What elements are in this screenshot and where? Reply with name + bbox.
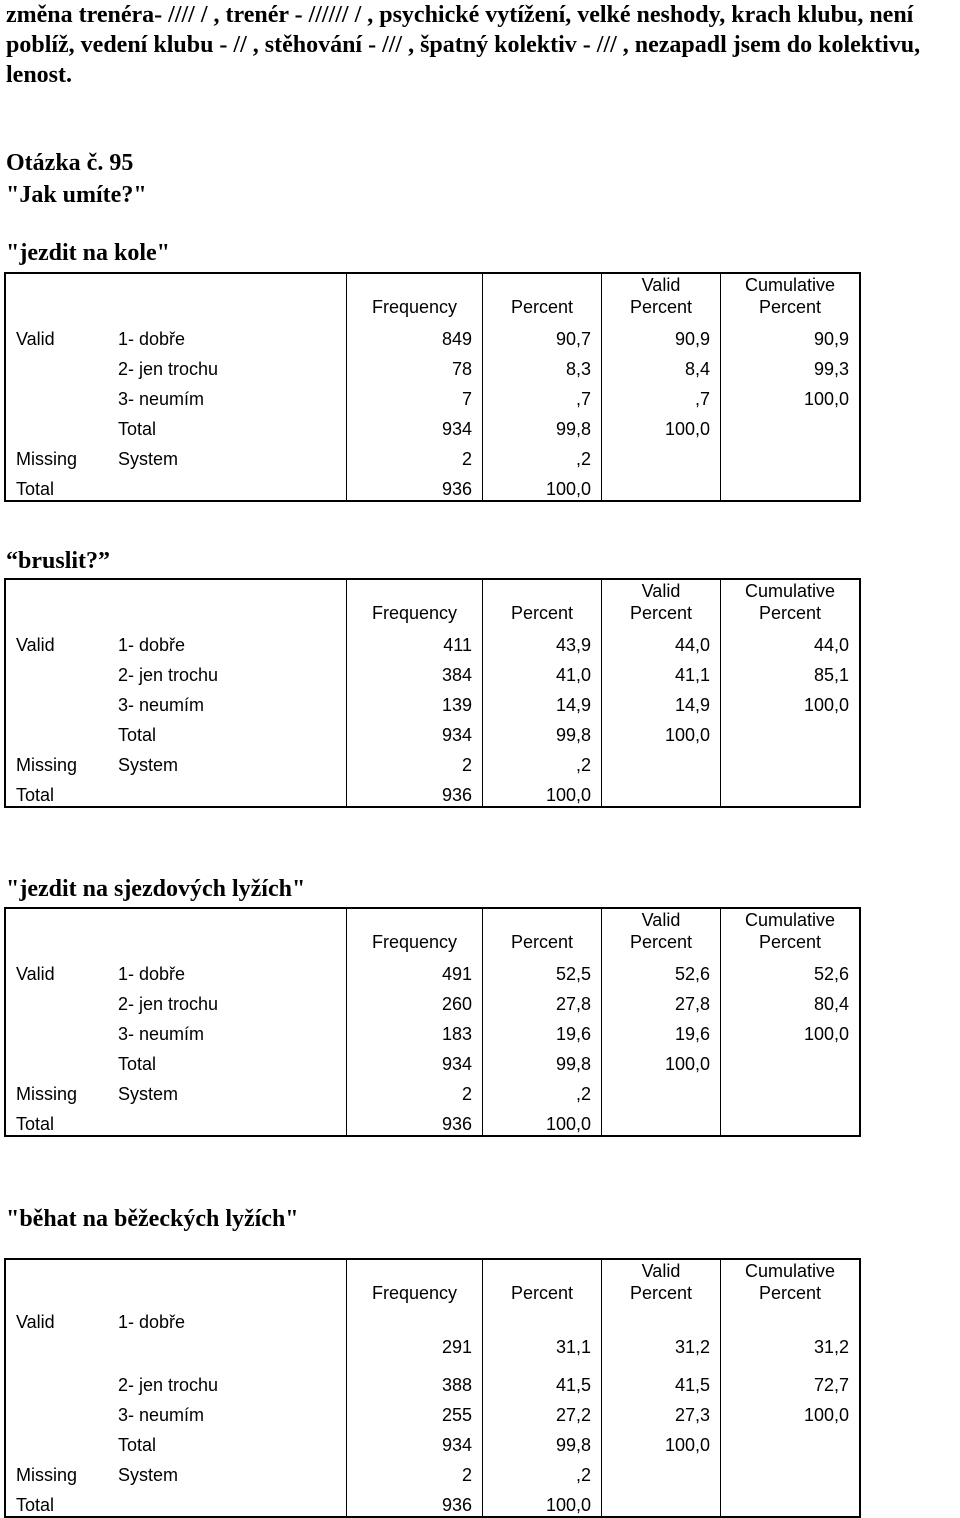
header-empty-cell	[108, 908, 347, 955]
header-percent	[483, 1259, 602, 1306]
valid-percent-cell: 31,2	[602, 1306, 721, 1358]
group-cell	[5, 1358, 108, 1396]
table-row	[5, 955, 860, 985]
valid-percent-cell: 100,0	[602, 1426, 721, 1456]
cumulative-percent-cell	[721, 716, 861, 746]
valid-percent-cell: ,7	[602, 380, 721, 410]
percent-cell: 43,9	[483, 626, 602, 656]
label-cell	[108, 1105, 347, 1136]
header-text: Percent	[758, 932, 822, 952]
group-cell	[5, 656, 108, 686]
frequency-cell: 139	[347, 686, 483, 716]
valid-percent-cell	[602, 776, 721, 807]
frequency-cell: 2	[347, 746, 483, 776]
percent-cell: 99,8	[483, 1045, 602, 1075]
percent-cell: 99,8	[483, 410, 602, 440]
group-cell	[5, 985, 108, 1015]
header-text: Cumulative	[744, 581, 836, 601]
table-row	[5, 410, 860, 440]
cumulative-percent-cell	[721, 1075, 861, 1105]
table-row	[5, 1426, 860, 1456]
group-cell: Valid	[5, 1306, 108, 1358]
label-cell: System	[118, 1084, 179, 1104]
group-cell	[5, 350, 108, 380]
group-cell	[5, 1426, 108, 1456]
header-text: Percent	[758, 297, 822, 317]
valid-percent-cell	[602, 440, 721, 470]
table-header-row	[5, 1259, 860, 1306]
header-text: Frequency	[371, 932, 458, 952]
valid-percent-cell: 27,3	[602, 1396, 721, 1426]
header-valid-percent	[602, 908, 721, 955]
table-row	[5, 1075, 860, 1105]
frequency-cell: 2	[347, 440, 483, 470]
question-number: Otázka č. 95	[6, 150, 134, 176]
label-cell: 3- neumím	[118, 695, 205, 715]
valid-percent-cell: 52,6	[602, 955, 721, 985]
table-row	[5, 470, 860, 501]
table-row	[5, 1105, 860, 1136]
cumulative-percent-cell	[721, 1045, 861, 1075]
valid-percent-cell: 14,9	[602, 686, 721, 716]
header-text: Frequency	[371, 297, 458, 317]
header-text: Cumulative	[744, 1261, 836, 1281]
valid-percent-cell	[602, 1456, 721, 1486]
table-title-bruslit: “bruslit?”	[6, 548, 111, 574]
group-cell: Missing	[5, 746, 108, 776]
group-cell: Total	[5, 470, 108, 501]
header-text: Cumulative	[744, 275, 836, 295]
frequency-cell: 78	[347, 350, 483, 380]
header-text: Percent	[629, 932, 693, 952]
cumulative-percent-cell: 100,0	[721, 1396, 861, 1426]
percent-cell: ,7	[483, 380, 602, 410]
group-cell: Valid	[5, 320, 108, 350]
label-cell: System	[118, 449, 179, 469]
table-row	[5, 320, 860, 350]
cumulative-percent-cell: 52,6	[721, 955, 861, 985]
header-text: Percent	[510, 932, 574, 952]
table-row	[5, 626, 860, 656]
table-row	[5, 440, 860, 470]
percent-cell: 100,0	[483, 470, 602, 501]
table-title-sjezdovky: "jezdit na sjezdových lyžích"	[6, 876, 306, 902]
table-header-row	[5, 908, 860, 955]
header-text: Percent	[629, 1283, 693, 1303]
header-frequency	[347, 1259, 483, 1306]
valid-percent-cell: 90,9	[602, 320, 721, 350]
label-cell	[108, 470, 347, 501]
valid-percent-cell: 100,0	[602, 1045, 721, 1075]
percent-cell: 31,1	[483, 1306, 602, 1358]
group-cell: Valid	[5, 626, 108, 656]
percent-cell: 27,8	[483, 985, 602, 1015]
header-empty-cell	[108, 579, 347, 626]
frequency-table	[4, 907, 861, 1137]
valid-percent-cell: 27,8	[602, 985, 721, 1015]
frequency-cell: 411	[347, 626, 483, 656]
cumulative-percent-cell: 100,0	[721, 380, 861, 410]
frequency-cell: 291	[347, 1306, 483, 1358]
header-text: Valid	[641, 275, 681, 295]
label-cell	[108, 776, 347, 807]
percent-cell: ,2	[483, 746, 602, 776]
label-cell: 3- neumím	[118, 1405, 205, 1425]
frequency-cell: 260	[347, 985, 483, 1015]
table-row	[5, 1015, 860, 1045]
percent-cell: 8,3	[483, 350, 602, 380]
percent-cell: 41,0	[483, 656, 602, 686]
valid-percent-cell: 44,0	[602, 626, 721, 656]
header-empty-cell	[108, 273, 347, 320]
percent-cell: ,2	[483, 440, 602, 470]
table-row	[5, 1045, 860, 1075]
header-text: Valid	[641, 581, 681, 601]
frequency-cell: 936	[347, 776, 483, 807]
header-valid-percent	[602, 579, 721, 626]
percent-cell: 27,2	[483, 1396, 602, 1426]
header-empty-cell	[108, 1259, 347, 1306]
header-text: Percent	[758, 1283, 822, 1303]
frequency-cell: 936	[347, 470, 483, 501]
header-text: Frequency	[371, 603, 458, 623]
frequency-cell: 183	[347, 1015, 483, 1045]
valid-percent-cell	[602, 1075, 721, 1105]
cumulative-percent-cell: 85,1	[721, 656, 861, 686]
group-cell: Total	[5, 1105, 108, 1136]
cumulative-percent-cell	[721, 470, 861, 501]
header-cumulative-percent	[721, 908, 861, 955]
frequency-cell: 2	[347, 1456, 483, 1486]
percent-cell: 14,9	[483, 686, 602, 716]
label-cell: Total	[118, 1054, 157, 1074]
label-cell: 2- jen trochu	[118, 665, 219, 685]
percent-cell: 90,7	[483, 320, 602, 350]
group-cell: Missing	[5, 1075, 108, 1105]
frequency-cell: 934	[347, 410, 483, 440]
percent-cell: 41,5	[483, 1358, 602, 1396]
cumulative-percent-cell: 100,0	[721, 686, 861, 716]
header-empty-cell	[5, 1259, 108, 1306]
table-row	[5, 776, 860, 807]
label-cell: 2- jen trochu	[118, 359, 219, 379]
cumulative-percent-cell	[721, 1486, 861, 1517]
percent-cell: 52,5	[483, 955, 602, 985]
table-row	[5, 746, 860, 776]
label-cell: 3- neumím	[118, 389, 205, 409]
table-row	[5, 1396, 860, 1426]
frequency-table	[4, 272, 861, 502]
header-text: Valid	[641, 910, 681, 930]
header-text: Cumulative	[744, 910, 836, 930]
frequency-cell: 934	[347, 716, 483, 746]
header-empty-cell	[5, 273, 108, 320]
header-valid-percent	[602, 273, 721, 320]
frequency-cell: 2	[347, 1075, 483, 1105]
group-cell: Total	[5, 1486, 108, 1517]
header-frequency	[347, 273, 483, 320]
group-cell	[5, 1045, 108, 1075]
question-title: "Jak umíte?"	[6, 182, 147, 208]
frequency-cell: 384	[347, 656, 483, 686]
table-row	[5, 686, 860, 716]
table-row	[5, 716, 860, 746]
table-row	[5, 985, 860, 1015]
percent-cell: ,2	[483, 1075, 602, 1105]
valid-percent-cell: 41,1	[602, 656, 721, 686]
table-row	[5, 1358, 860, 1396]
cumulative-percent-cell: 80,4	[721, 985, 861, 1015]
label-cell: 3- neumím	[118, 1024, 205, 1044]
frequency-cell: 936	[347, 1105, 483, 1136]
table-title-kolo: "jezdit na kole"	[6, 240, 170, 266]
table-row	[5, 1306, 860, 1358]
table-header-row	[5, 273, 860, 320]
group-cell	[5, 1015, 108, 1045]
group-cell: Total	[5, 776, 108, 807]
percent-cell: 100,0	[483, 1105, 602, 1136]
header-empty-cell	[5, 579, 108, 626]
header-empty-cell	[5, 908, 108, 955]
group-cell: Missing	[5, 1456, 108, 1486]
table-row	[5, 1486, 860, 1517]
label-cell: 2- jen trochu	[118, 994, 219, 1014]
frequency-table	[4, 1258, 861, 1518]
header-percent	[483, 908, 602, 955]
label-cell: System	[118, 755, 179, 775]
valid-percent-cell: 8,4	[602, 350, 721, 380]
frequency-cell: 936	[347, 1486, 483, 1517]
header-cumulative-percent	[721, 273, 861, 320]
table-row	[5, 656, 860, 686]
valid-percent-cell: 100,0	[602, 410, 721, 440]
label-cell: 1- dobře	[118, 964, 186, 984]
percent-cell: 100,0	[483, 1486, 602, 1517]
header-text: Percent	[758, 603, 822, 623]
frequency-cell: 849	[347, 320, 483, 350]
label-cell: System	[118, 1465, 179, 1485]
header-percent	[483, 579, 602, 626]
label-cell: 1- dobře	[118, 1312, 186, 1332]
group-cell	[5, 716, 108, 746]
group-cell	[5, 410, 108, 440]
cumulative-percent-cell	[721, 1426, 861, 1456]
label-cell: 1- dobře	[118, 329, 186, 349]
valid-percent-cell	[602, 1105, 721, 1136]
header-valid-percent	[602, 1259, 721, 1306]
valid-percent-cell	[602, 1486, 721, 1517]
cumulative-percent-cell: 90,9	[721, 320, 861, 350]
percent-cell: 19,6	[483, 1015, 602, 1045]
header-frequency	[347, 579, 483, 626]
percent-cell: 99,8	[483, 1426, 602, 1456]
table-row	[5, 1456, 860, 1486]
label-cell: 2- jen trochu	[118, 1375, 219, 1395]
frequency-cell: 255	[347, 1396, 483, 1426]
table-title-bezky: "běhat na běžeckých lyžích"	[6, 1206, 299, 1232]
group-cell	[5, 686, 108, 716]
table-row	[5, 380, 860, 410]
frequency-cell: 934	[347, 1426, 483, 1456]
label-cell	[108, 1486, 347, 1517]
header-text: Valid	[641, 1261, 681, 1281]
table-header-row	[5, 579, 860, 626]
frequency-cell: 388	[347, 1358, 483, 1396]
valid-percent-cell: 100,0	[602, 716, 721, 746]
valid-percent-cell	[602, 470, 721, 501]
group-cell	[5, 380, 108, 410]
table-row	[5, 350, 860, 380]
valid-percent-cell: 41,5	[602, 1358, 721, 1396]
header-frequency	[347, 908, 483, 955]
cumulative-percent-cell: 100,0	[721, 1015, 861, 1045]
cumulative-percent-cell	[721, 1105, 861, 1136]
cumulative-percent-cell: 31,2	[721, 1306, 861, 1358]
cumulative-percent-cell: 44,0	[721, 626, 861, 656]
valid-percent-cell	[602, 746, 721, 776]
percent-cell: 100,0	[483, 776, 602, 807]
cumulative-percent-cell: 99,3	[721, 350, 861, 380]
header-text: Percent	[510, 603, 574, 623]
label-cell: 1- dobře	[118, 635, 186, 655]
label-cell: Total	[118, 1435, 157, 1455]
label-cell: Total	[118, 419, 157, 439]
frequency-cell: 7	[347, 380, 483, 410]
header-text: Percent	[629, 603, 693, 623]
intro-paragraph: změna trenéra- //// / , trenér - ////// / , psychické vytížení, velké neshody, krach klubu, není poblíž, vedení klubu - // , stěhování - /// , špatný kolektiv - /// , nezapadl jsem do kolektivu, lenost.	[6, 2, 921, 88]
header-text: Frequency	[371, 1283, 458, 1303]
cumulative-percent-cell	[721, 410, 861, 440]
frequency-table	[4, 578, 861, 808]
group-cell	[5, 1396, 108, 1426]
frequency-cell: 491	[347, 955, 483, 985]
cumulative-percent-cell	[721, 746, 861, 776]
group-cell: Missing	[5, 440, 108, 470]
header-cumulative-percent	[721, 579, 861, 626]
cumulative-percent-cell: 72,7	[721, 1358, 861, 1396]
percent-cell: ,2	[483, 1456, 602, 1486]
header-cumulative-percent	[721, 1259, 861, 1306]
label-cell: Total	[118, 725, 157, 745]
header-percent	[483, 273, 602, 320]
group-cell: Valid	[5, 955, 108, 985]
header-text: Percent	[510, 1283, 574, 1303]
cumulative-percent-cell	[721, 1456, 861, 1486]
header-text: Percent	[629, 297, 693, 317]
percent-cell: 99,8	[483, 716, 602, 746]
header-text: Percent	[510, 297, 574, 317]
cumulative-percent-cell	[721, 440, 861, 470]
valid-percent-cell: 19,6	[602, 1015, 721, 1045]
frequency-cell: 934	[347, 1045, 483, 1075]
cumulative-percent-cell	[721, 776, 861, 807]
